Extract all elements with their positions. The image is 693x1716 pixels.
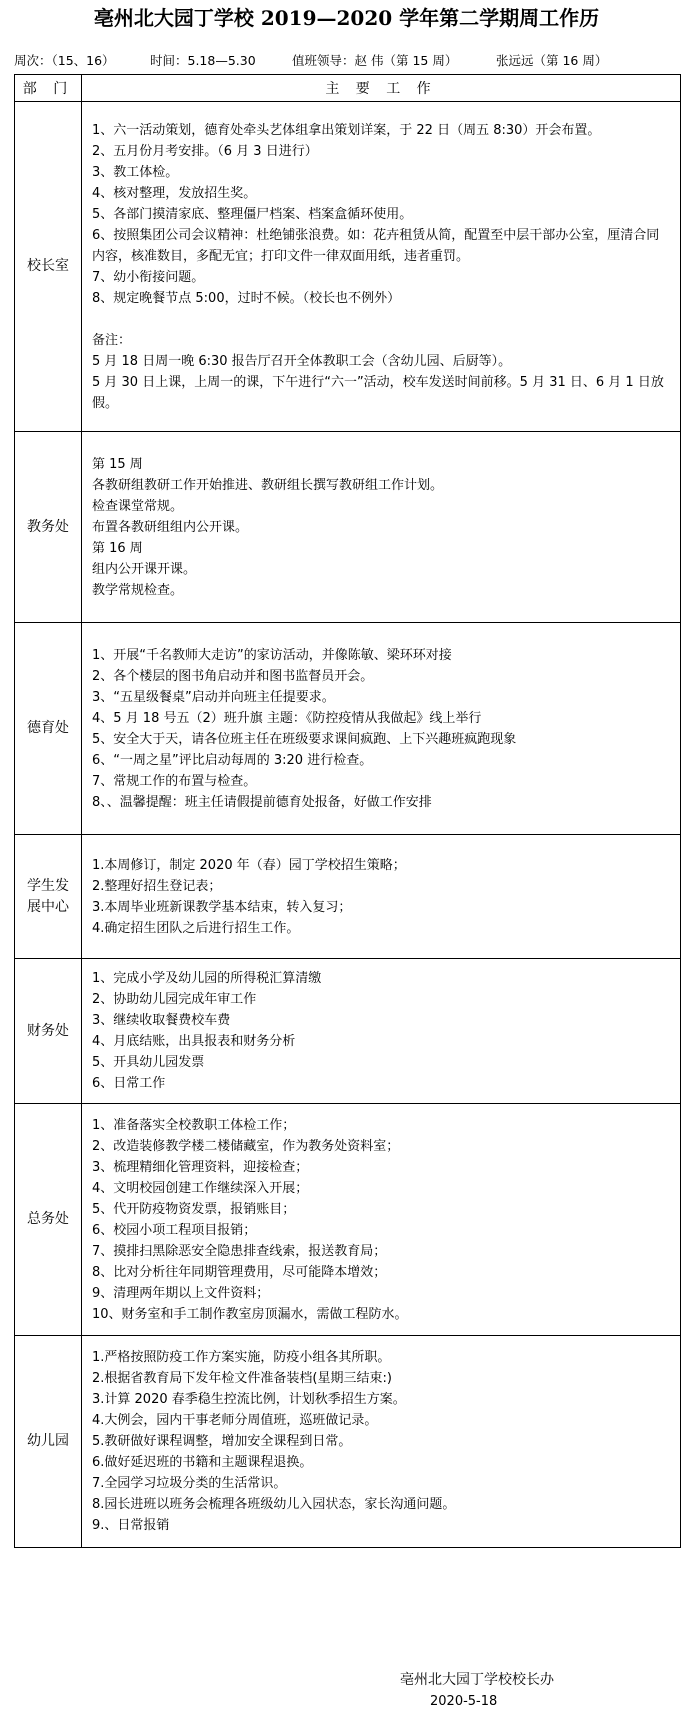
work-item: 3.本周毕业班新课教学基本结束，转入复习；: [92, 899, 352, 915]
row-kindergarten: [15, 1336, 681, 1548]
row-student-development: [15, 835, 681, 959]
row-academic-affairs: [15, 432, 681, 623]
work-item: [92, 309, 668, 330]
work-item: 7.全园学习垃圾分类的生活常识。: [92, 1476, 287, 1491]
work-item: 3、梳理精细化管理资料，迎接检查；: [92, 1159, 309, 1175]
work-item: 8.园长进班以班务会梳理各班级幼儿入园状态，家长沟通问题。: [92, 1497, 456, 1512]
schedule-info: [0, 52, 693, 70]
work-item: 第 16 周: [92, 540, 143, 556]
work-item: 布置各教研组组内公开课。: [92, 519, 249, 535]
dept-name: 财务处: [27, 1022, 69, 1039]
duty-leader-week16: 张远远（第 16 周）: [496, 53, 608, 68]
dept-name: 学生发展中心: [27, 877, 69, 915]
work-item: 7、摸排扫黑除恶安全隐患排查线索，报送教育局；: [92, 1243, 387, 1259]
work-item: 6、按照集团公司会议精神：杜绝铺张浪费。如：花卉租赁从简，配置至中层干部办公室，厘清合同内容，核准数目，多配无宜；打印文件一律双面用纸，违者重罚。: [92, 227, 660, 264]
work-item: 10、财务室和手工制作教室房顶漏水，需做工程防水。: [92, 1306, 408, 1322]
work-item: 5 月 18 日周一晚 6:30 报告厅召开全体教职工会（含幼儿园、后厨等）。: [92, 353, 512, 369]
work-item: 5.教研做好课程调整，增加安全课程到日常。: [92, 1434, 352, 1449]
work-item: 5、开具幼儿园发票: [92, 1055, 205, 1070]
work-item: 组内公开课开课。: [92, 561, 197, 577]
work-item: 4.大例会，园内干事老师分周值班，巡班做记录。: [92, 1413, 378, 1428]
row-moral-education: [15, 623, 681, 835]
work-item: 4、5 月 18 号五（2）班升旗 主题：《防控疫情从我做起》线上举行: [92, 710, 482, 726]
work-item: 4、文明校园创建工作继续深入开展；: [92, 1180, 309, 1196]
work-item: 3、继续收取餐费校车费: [92, 1013, 231, 1028]
work-item: 8、、温馨提醒：班主任请假提前德育处报备，好做工作安排: [92, 794, 432, 810]
table-header-row: [15, 75, 681, 102]
work-item: 2、五月份月考安排。（6 月 3 日进行）: [92, 143, 318, 159]
work-content: [82, 835, 681, 959]
date-range: 时间：5.18—5.30: [150, 53, 256, 68]
dept-name: 幼儿园: [27, 1433, 69, 1449]
work-item: 9、清理两年期以上文件资料；: [92, 1285, 270, 1301]
work-item: 2、改造装修教学楼二楼储藏室，作为教务处资料室；: [92, 1138, 400, 1154]
work-item: 2、各个楼层的图书角启动并和图书监督员开会。: [92, 668, 374, 684]
work-item: 2.整理好招生登记表；: [92, 878, 222, 894]
work-item: 4.确定招生团队之后进行招生工作。: [92, 920, 300, 936]
page-title: 亳州北大园丁学校 2019—2020 学年第二学期周工作历: [93, 6, 600, 30]
dept-cell: [15, 1336, 82, 1548]
work-item: 4、核对整理，发放招生奖。: [92, 185, 257, 201]
week-number: 周次：（15、16）: [14, 53, 115, 68]
work-item: 2、协助幼儿园完成年审工作: [92, 992, 257, 1007]
work-item: 3.计算 2020 春季稳生控流比例，计划秋季招生方案。: [92, 1392, 406, 1407]
dept-name: 总务处: [27, 1211, 69, 1227]
work-item: 5 月 30 日上课，上周一的课，下午进行“六一”活动，校车发送时间前移。5 月 31 日、6 月 1 日放假。: [92, 374, 664, 411]
work-item: 备注：: [92, 332, 132, 348]
work-content: [82, 102, 681, 432]
work-content: [82, 623, 681, 835]
work-content: [82, 1104, 681, 1336]
work-item: 各教研组教研工作开始推进、教研组长撰写教研组工作计划。: [92, 477, 444, 493]
work-item: 1、准备落实全校教职工体检工作；: [92, 1117, 296, 1133]
work-item: 1.本周修订，制定 2020 年（春）园丁学校招生策略；: [92, 857, 406, 873]
row-principal-office: [15, 102, 681, 432]
work-content: [82, 432, 681, 623]
work-item: 1、完成小学及幼儿园的所得税汇算清缴: [92, 971, 322, 986]
dept-name: 德育处: [27, 720, 69, 736]
work-item: 第 15 周: [92, 456, 143, 472]
work-item: 2.根据省教育局下发年检文件准备装档(星期三结束:): [92, 1371, 392, 1386]
duty-leader-week15: 值班领导：赵 伟（第 15 周）: [292, 53, 458, 68]
work-item: 1.严格按照防疫工作方案实施，防疫小组各其所职。: [92, 1350, 391, 1365]
dept-name: 教务处: [27, 518, 69, 535]
dept-cell: [15, 959, 82, 1104]
work-content: [82, 959, 681, 1104]
row-general-affairs: [15, 1104, 681, 1336]
header-main-work: 主 要 工 作: [82, 75, 681, 102]
work-item: 教学常规检查。: [92, 582, 184, 598]
work-item: 7、幼小衔接问题。: [92, 269, 205, 285]
dept-cell: [15, 623, 82, 835]
dept-cell: [15, 1104, 82, 1336]
work-item: 1、六一活动策划，德育处牵头艺体组拿出策划详案，于 22 日（周五 8:30）开会布置。: [92, 122, 601, 138]
work-schedule-table: [14, 74, 681, 1548]
row-finance: [15, 959, 681, 1104]
issuing-office: 亳州北大园丁学校校长办: [400, 1672, 554, 1688]
work-item: 6、日常工作: [92, 1076, 166, 1091]
work-item: 7、常规工作的布置与检查。: [92, 773, 257, 789]
header-department: 部 门: [15, 75, 82, 102]
issue-date: 2020-5-18: [430, 1694, 498, 1709]
dept-cell: [15, 432, 82, 623]
work-item: 检查课堂常规。: [92, 498, 184, 514]
work-item: 5、安全大于天，请各位班主任在班级要求课间疯跑、上下兴趣班疯跑现象: [92, 731, 517, 747]
work-item: 3、教工体检。: [92, 164, 179, 180]
work-item: 8、规定晚餐节点 5:00，过时不候。（校长也不例外）: [92, 290, 401, 306]
work-item: 8、比对分析往年同期管理费用，尽可能降本增效；: [92, 1264, 387, 1280]
work-content: [82, 1336, 681, 1548]
work-item: 9.、日常报销: [92, 1518, 170, 1533]
dept-name: 校长室: [27, 258, 69, 274]
work-item: 3、“五星级餐桌”启动并向班主任提要求。: [92, 689, 335, 705]
work-item: 6、“一周之星”评比启动每周的 3:20 进行检查。: [92, 752, 373, 768]
work-item: 5、代开防疫物资发票，报销账目；: [92, 1201, 296, 1217]
work-item: 1、开展“千名教师大走访”的家访活动，并像陈敏、梁环环对接: [92, 647, 452, 663]
work-item: 5、各部门摸清家底、整理僵尸档案、档案盒循环使用。: [92, 206, 413, 222]
work-item: 6.做好延迟班的书籍和主题课程退换。: [92, 1455, 313, 1470]
work-item: 6、校园小项工程项目报销；: [92, 1222, 257, 1238]
work-item: 4、月底结账，出具报表和财务分析: [92, 1034, 296, 1049]
dept-cell: [15, 102, 82, 432]
dept-cell: [15, 835, 82, 959]
